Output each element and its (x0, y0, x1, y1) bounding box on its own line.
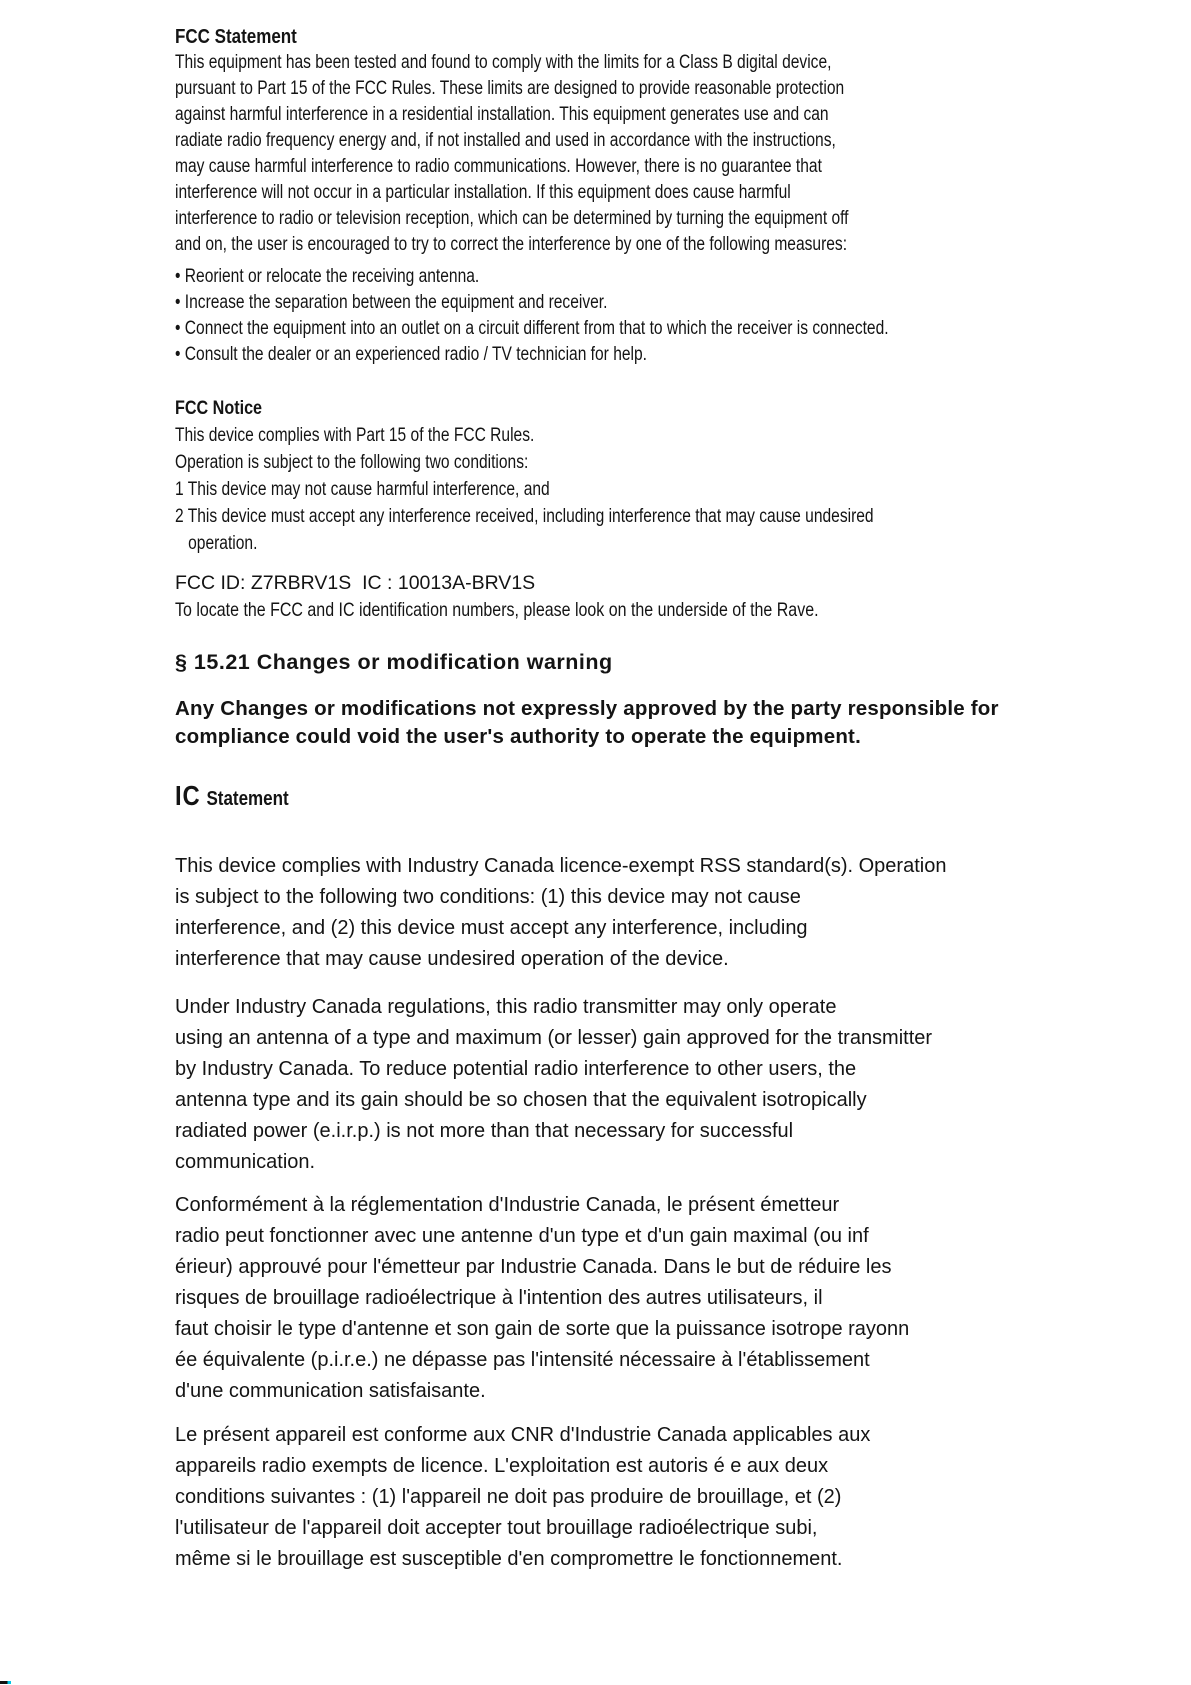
ic-paragraph-french-2 (175, 1420, 1045, 1575)
fcc-id-line: FCC ID: Z7RBRV1S IC : 10013A-BRV1S (175, 572, 536, 594)
warning-line: compliance could void the user's authority to operate the equipment. (175, 725, 861, 748)
ic-line: faut choisir le type d'antenne et son gain de sorte que la puissance isotrope rayonn (175, 1318, 910, 1340)
ic-line: This device complies with Industry Canada licence-exempt RSS standard(s). Operation (175, 855, 947, 877)
ic-line: communication. (175, 1151, 316, 1173)
section-15-21 (175, 648, 1045, 751)
ic-heading-abbr: IC (175, 780, 201, 811)
fcc-statement-line: This equipment has been tested and found to comply with the limits for a Class B digital device, (175, 52, 832, 73)
fcc-notice-continuation: operation. (188, 533, 258, 554)
bullet-item: • Reorient or relocate the receiving antenna. (175, 266, 480, 287)
ic-line: Conformément à la réglementation d'Industrie Canada, le présent émetteur (175, 1194, 840, 1216)
ic-line: antenna type and its gain should be so chosen that the equivalent isotropically (175, 1089, 867, 1111)
ic-line: using an antenna of a type and maximum (or lesser) gain approved for the transmitter (175, 1027, 933, 1049)
ic-paragraph-english-1 (175, 851, 1045, 975)
ic-line: d'une communication satisfaisante. (175, 1380, 486, 1402)
fcc-statement-paragraph (175, 50, 1045, 258)
bullet-item: • Consult the dealer or an experienced radio / TV technician for help. (175, 344, 647, 365)
fcc-statement-line: interference to radio or television reception, which can be determined by turning the equipment off (175, 208, 849, 229)
modification-warning-paragraph (175, 695, 1045, 751)
ic-paragraph-french-1 (175, 1190, 1045, 1407)
bullet-item: • Connect the equipment into an outlet on a circuit different from that to which the receiver is connected. (175, 318, 889, 339)
fcc-id-section (175, 570, 1045, 624)
ic-line: l'utilisateur de l'appareil doit accepter tout brouillage radioélectrique subi, (175, 1517, 818, 1539)
fcc-statement-line: may cause harmful interference to radio communications. However, there is no guarantee that (175, 156, 822, 177)
section-15-21-heading: § 15.21 Changes or modification warning (175, 650, 613, 674)
ic-statement-heading (175, 781, 915, 816)
ic-line: by Industry Canada. To reduce potential radio interference to other users, the (175, 1058, 857, 1080)
ic-line: Le présent appareil est conforme aux CNR d'Industrie Canada applicables aux (175, 1424, 871, 1446)
ic-line: is subject to the following two conditions: (1) this device may not cause (175, 886, 801, 908)
fcc-notice-line: Operation is subject to the following two conditions: (175, 452, 529, 473)
fcc-notice-condition-1: 1 This device may not cause harmful interference, and (175, 479, 550, 500)
ic-line: radio peut fonctionner avec une antenne d'un type et d'un gain maximal (ou inf (175, 1225, 869, 1247)
ic-paragraph-english-2 (175, 992, 1045, 1178)
fcc-notice-section (175, 395, 1045, 557)
bullet-item: • Increase the separation between the equipment and receiver. (175, 292, 608, 313)
fcc-id-locate-line: To locate the FCC and IC identification numbers, please look on the underside of the Rave. (175, 599, 819, 621)
ic-line: Under Industry Canada regulations, this radio transmitter may only operate (175, 996, 837, 1018)
fcc-statement-line: against harmful interference in a residential installation. This equipment generates use and can (175, 104, 829, 125)
fcc-notice-line: This device complies with Part 15 of the FCC Rules. (175, 425, 535, 446)
warning-line: Any Changes or modifications not expressly approved by the party responsible for (175, 697, 999, 720)
ic-line: risques de brouillage radioélectrique à l'intention des autres utilisateurs, il (175, 1287, 823, 1309)
fcc-statement-section (175, 24, 1045, 368)
ic-heading-label: Statement (206, 788, 289, 810)
ic-line: interference, and (2) this device must accept any interference, including (175, 917, 808, 939)
fcc-statement-line: radiate radio frequency energy and, if not installed and used in accordance with the instructions, (175, 130, 836, 151)
page-content (175, 24, 1045, 1575)
ic-line: conditions suivantes : (1) l'appareil ne doit pas produire de brouillage, et (2) (175, 1486, 842, 1508)
ic-line: radiated power (e.i.r.p.) is not more than that necessary for successful (175, 1120, 794, 1142)
fcc-statement-bullet-list (175, 264, 1045, 368)
fcc-statement-line: interference will not occur in a particular installation. If this equipment does cause harmful (175, 182, 791, 203)
fcc-statement-line: pursuant to Part 15 of the FCC Rules. These limits are designed to provide reasonable protection (175, 78, 845, 99)
fcc-notice-condition-2: 2 This device must accept any interference received, including interference that may cause undesired (175, 506, 874, 527)
ic-line: érieur) approuvé pour l'émetteur par Industrie Canada. Dans le but de réduire les (175, 1256, 892, 1278)
scan-artifact (0, 1681, 11, 1684)
ic-line: interference that may cause undesired operation of the device. (175, 948, 729, 970)
ic-line: ée équivalente (p.i.r.e.) ne dépasse pas l'intensité nécessaire à l'établissement (175, 1349, 870, 1371)
ic-line: appareils radio exempts de licence. L'exploitation est autoris é e aux deux (175, 1455, 829, 1477)
fcc-notice-heading: FCC Notice (175, 398, 263, 419)
ic-statement-section (175, 781, 1045, 1575)
fcc-statement-line: and on, the user is encouraged to try to correct the interference by one of the following measures: (175, 234, 848, 255)
fcc-statement-heading: FCC Statement (175, 26, 297, 48)
ic-line: même si le brouillage est susceptible d'en compromettre le fonctionnement. (175, 1548, 843, 1570)
